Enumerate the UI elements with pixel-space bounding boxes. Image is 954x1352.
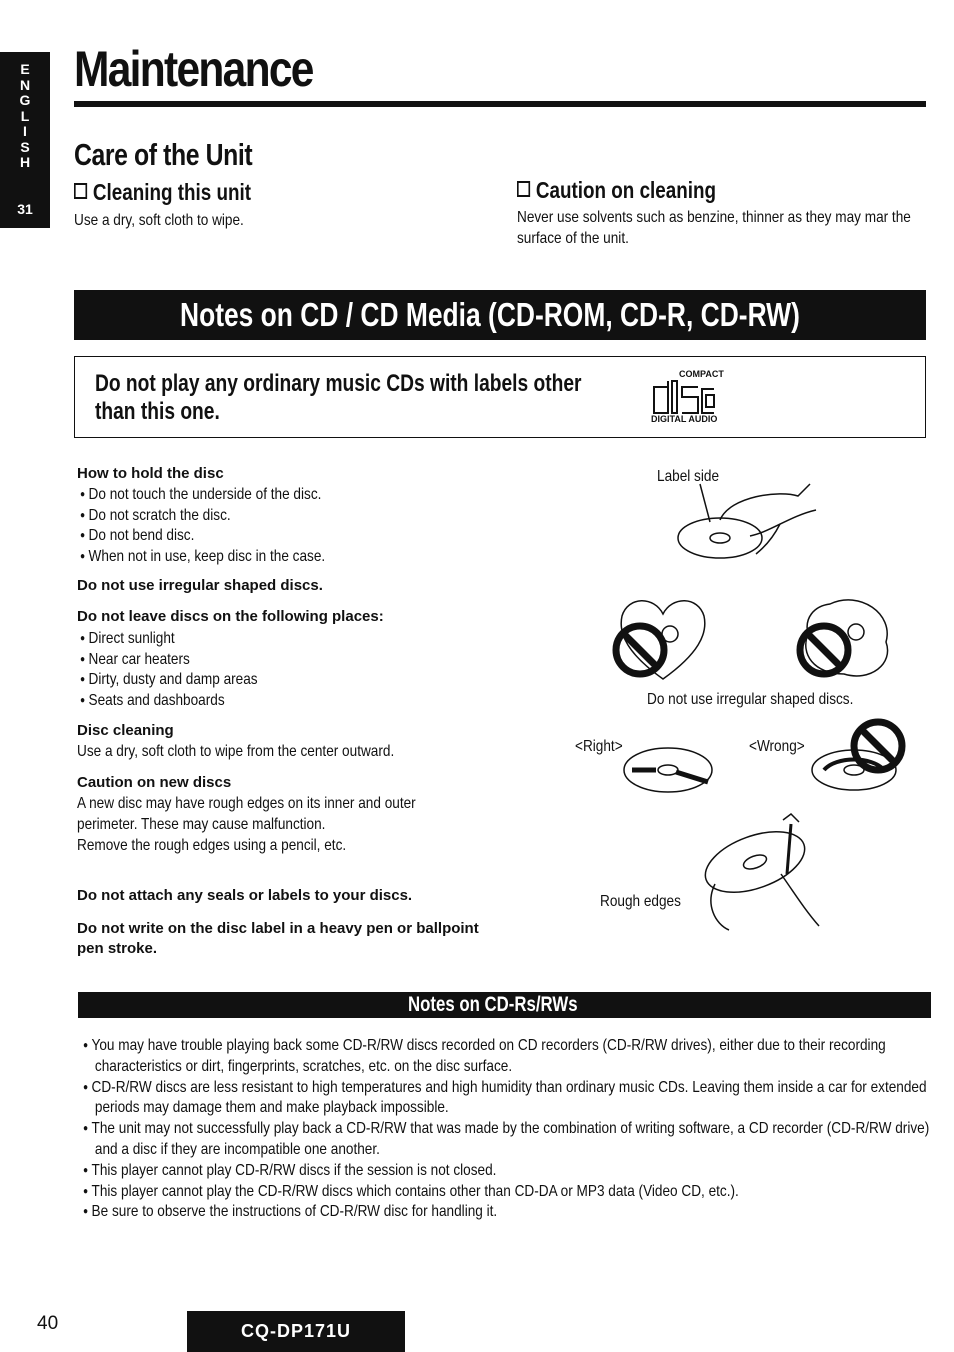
list-item: ● Near car heaters <box>80 650 258 671</box>
care-section-title: Care of the Unit <box>74 137 253 172</box>
section-page-number: 31 <box>17 201 33 217</box>
list-item: ● The unit may not successfully play back a CD-R/RW that was made by the combination of writing software, a CD recorder (CD-R/RW drive) and a disc if they are incompatible one another. <box>83 1119 933 1161</box>
list-item: ● This player cannot play the CD-R/RW discs which contains other than CD-DA or MP3 data (Video CD, etc.). <box>83 1182 933 1203</box>
logo-bottom-text: DIGITAL AUDIO <box>651 414 718 424</box>
caution-heading: Caution on cleaning <box>517 177 716 204</box>
list-item: ● Do not bend disc. <box>80 526 325 547</box>
model-label-box <box>187 1311 405 1352</box>
list-item: ● Seats and dashboards <box>80 691 258 712</box>
new-discs-text: A new disc may have rough edges on its inner and outer perimeter. These may cause malfunction. Remove the rough edges using a pencil, etc. <box>77 795 416 854</box>
right-wipe-illustration <box>618 742 718 802</box>
checkbox-icon <box>517 181 530 197</box>
logo-top-text: COMPACT <box>679 369 724 379</box>
wrong-caption: <Wrong> <box>749 738 805 755</box>
checkbox-icon <box>74 183 87 199</box>
seals-warning: Do not attach any seals or labels to your discs. <box>77 887 413 904</box>
places-list <box>80 629 258 711</box>
hold-list <box>80 485 325 567</box>
disc-cleaning-heading: Disc cleaning <box>77 722 174 739</box>
language-tab <box>0 52 50 228</box>
title-rule <box>74 101 926 107</box>
warning-text: Do not play any ordinary music CDs with labels other than this one. <box>95 370 582 425</box>
irregular-caption: Do not use irregular shaped discs. <box>647 691 854 708</box>
new-discs-heading: Caution on new discs <box>77 774 232 791</box>
cleaning-heading: Cleaning this unit <box>74 179 251 206</box>
list-item: ● Dirty, dusty and damp areas <box>80 670 258 691</box>
hand-holding-disc-illustration <box>670 476 830 566</box>
cd-notes-banner <box>74 290 926 340</box>
list-item: ● When not in use, keep disc in the case. <box>80 547 325 568</box>
disc-cleaning-text: Use a dry, soft cloth to wipe from the center outward. <box>77 743 395 760</box>
caution-text: Never use solvents such as benzine, thinner as they may mar the surface of the unit. <box>517 209 911 247</box>
right-caption: <Right> <box>575 738 623 755</box>
label-side-caption: Label side <box>657 468 720 485</box>
list-item: ● Be sure to observe the instructions of CD-R/RW disc for handling it. <box>83 1202 933 1223</box>
cleaning-text: Use a dry, soft cloth to wipe. <box>74 212 244 229</box>
rw-notes-banner <box>78 992 931 1018</box>
wrong-wipe-illustration <box>806 716 916 796</box>
list-item: ● You may have trouble playing back some CD-R/RW discs recorded on CD recorders (CD-R/RW drives), either due to their recording characteristics or dirt, fingerprints, scratches, etc. on the disc surface. <box>83 1036 933 1078</box>
list-item: ● Do not scratch the disc. <box>80 506 325 527</box>
irregular-heading: Do not use irregular shaped discs. <box>77 577 323 594</box>
compact-disc-logo <box>651 369 747 427</box>
cd-notes-banner-title: Notes on CD / CD Media (CD-ROM, CD-R, CD-RW) <box>180 296 800 333</box>
model-number: CQ-DP171U <box>240 1321 352 1341</box>
list-item: ● Direct sunlight <box>80 629 258 650</box>
page-number: 40 <box>37 1313 59 1334</box>
list-item: ● CD-R/RW discs are less resistant to high temperatures and high humidity than ordinary music CDs. Leaving them inside a car for extended periods may damage them and make playback impossible. <box>83 1078 933 1120</box>
list-item: ● Do not touch the underside of the disc. <box>80 485 325 506</box>
page-title: Maintenance <box>74 41 313 97</box>
rw-notes-banner-title: Notes on CD-Rs/RWs <box>408 993 578 1016</box>
hold-heading: How to hold the disc <box>77 465 224 482</box>
disc-word-icon <box>651 379 747 419</box>
heart-disc-prohibited-illustration <box>608 594 718 684</box>
rw-notes-list <box>83 1036 933 1223</box>
list-item: ● This player cannot play CD-R/RW discs if the session is not closed. <box>83 1161 933 1182</box>
rough-edges-illustration <box>695 814 835 934</box>
places-heading: Do not leave discs on the following places: <box>77 608 384 625</box>
pen-warning: Do not write on the disc label in a heavy pen or ballpoint pen stroke. <box>77 920 479 957</box>
odd-shape-disc-prohibited-illustration <box>790 594 900 684</box>
language-letters: E N G L I S H <box>19 61 31 170</box>
rough-edges-caption: Rough edges <box>600 893 681 910</box>
warning-box <box>74 356 926 438</box>
